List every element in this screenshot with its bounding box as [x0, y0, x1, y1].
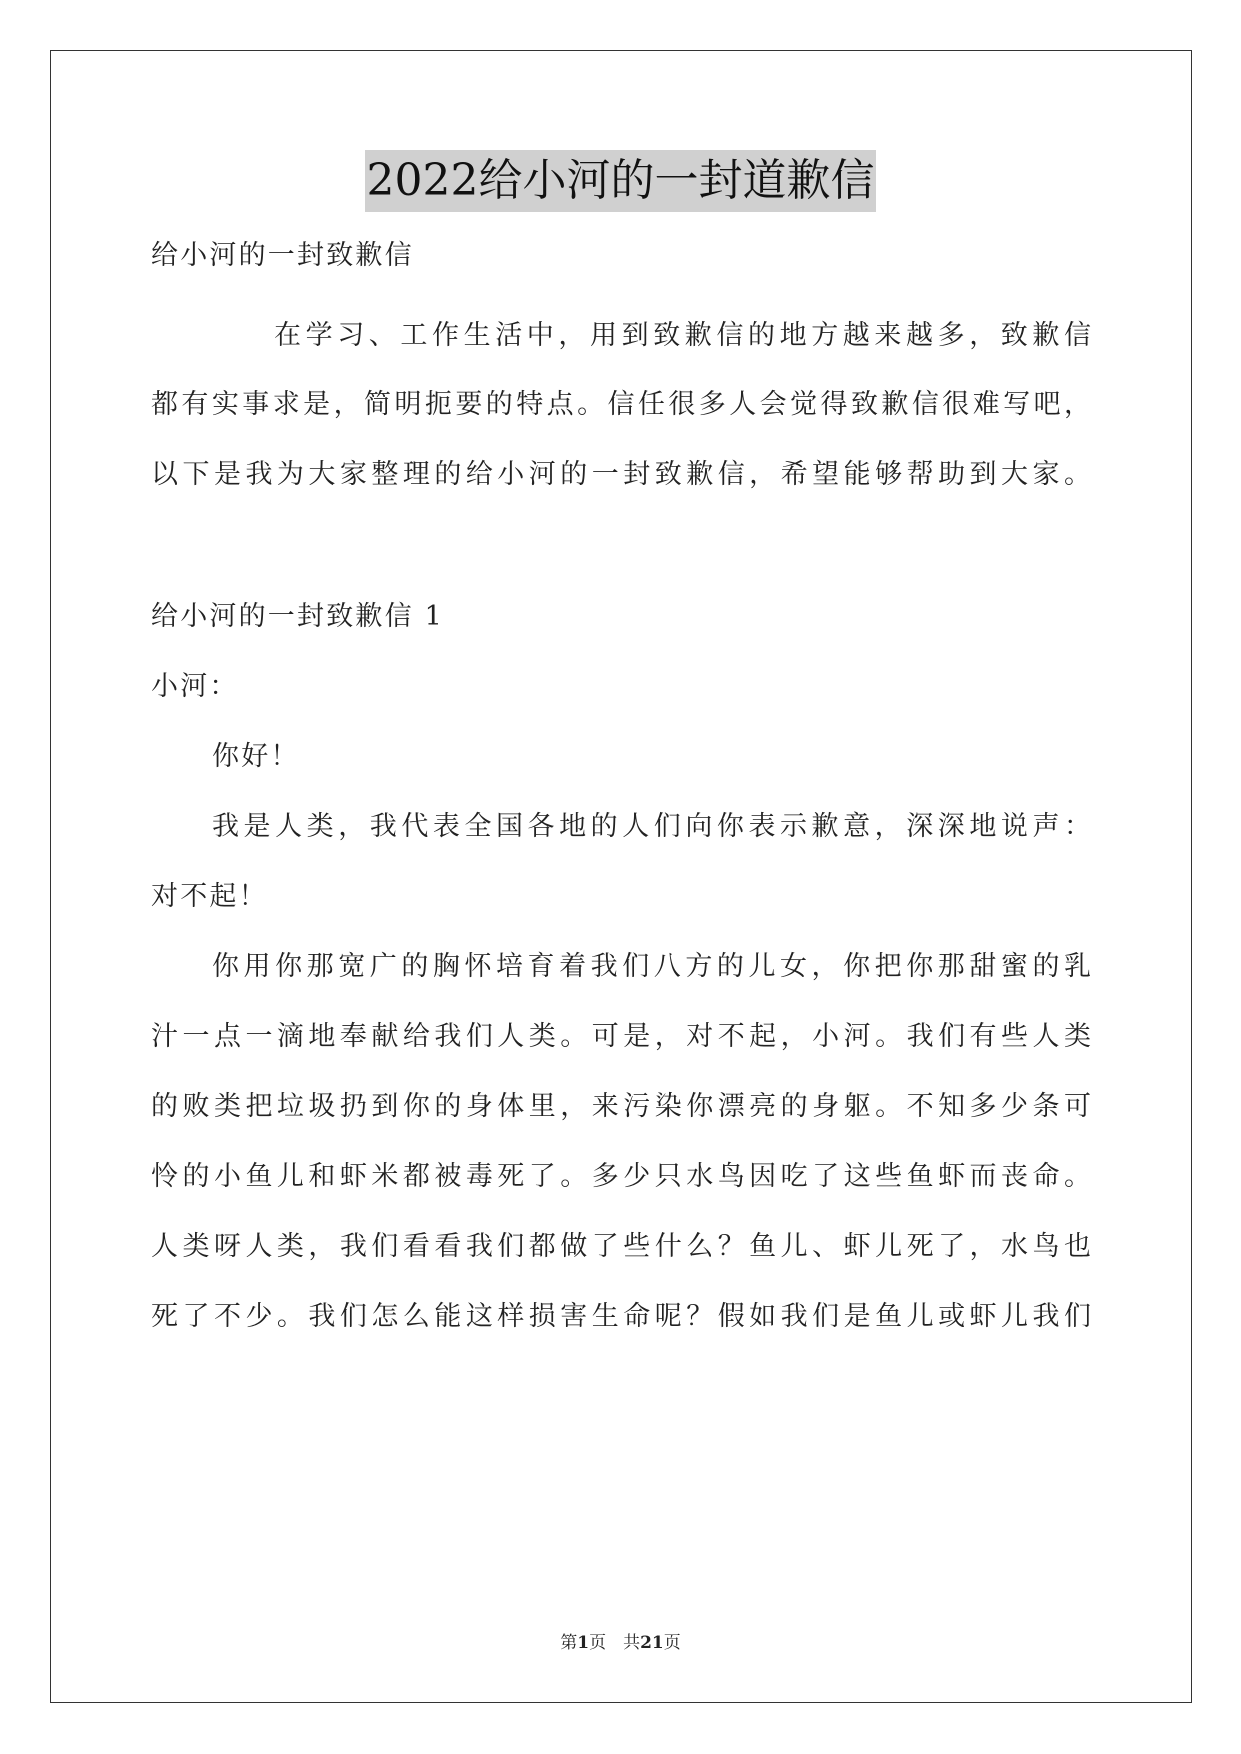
intro-line-3: 以下是我为大家整理的给小河的一封致歉信，希望能够帮助到大家。 — [151, 459, 1091, 490]
footer-page-current: 1 — [577, 1633, 590, 1653]
title-container — [0, 150, 1241, 212]
body-line-5: 的败类把垃圾扔到你的身体里，来污染你漂亮的身躯。不知多少条可 — [151, 1091, 1091, 1122]
body-line-8: 死了不少。我们怎么能这样损害生命呢？假如我们是鱼儿或虾儿我们 — [151, 1301, 1091, 1332]
intro-line-1: 在学习、工作生活中，用到致歉信的地方越来越多，致歉信 — [274, 320, 1091, 351]
intro-line-2: 都有实事求是，简明扼要的特点。信任很多人会觉得致歉信很难写吧， — [151, 389, 1091, 420]
body-line-2: 对不起！ — [151, 881, 268, 912]
footer-page-total: 21 — [640, 1633, 664, 1653]
body-line-7: 人类呀人类，我们看看我们都做了些什么？鱼儿、虾儿死了，水鸟也 — [151, 1231, 1091, 1262]
salutation: 小河： — [151, 671, 239, 702]
footer-page-mid: 页 共 — [589, 1633, 641, 1653]
section-heading: 给小河的一封致歉信 1 — [151, 601, 444, 632]
footer-page-prefix: 第 — [560, 1633, 578, 1653]
body-line-4: 汁一点一滴地奉献给我们人类。可是，对不起，小河。我们有些人类 — [151, 1021, 1091, 1052]
greeting: 你好！ — [212, 741, 300, 772]
document-title: 2022给小河的一封道歉信 — [365, 150, 877, 212]
footer-page-suffix: 页 — [663, 1633, 681, 1653]
subtitle-line: 给小河的一封致歉信 — [151, 240, 414, 271]
body-line-6: 怜的小鱼儿和虾米都被毒死了。多少只水鸟因吃了这些鱼虾而丧命。 — [151, 1161, 1091, 1192]
body-line-1: 我是人类，我代表全国各地的人们向你表示歉意，深深地说声： — [212, 811, 1091, 842]
page-footer — [0, 1631, 1241, 1655]
body-line-3: 你用你那宽广的胸怀培育着我们八方的儿女，你把你那甜蜜的乳 — [212, 951, 1091, 982]
